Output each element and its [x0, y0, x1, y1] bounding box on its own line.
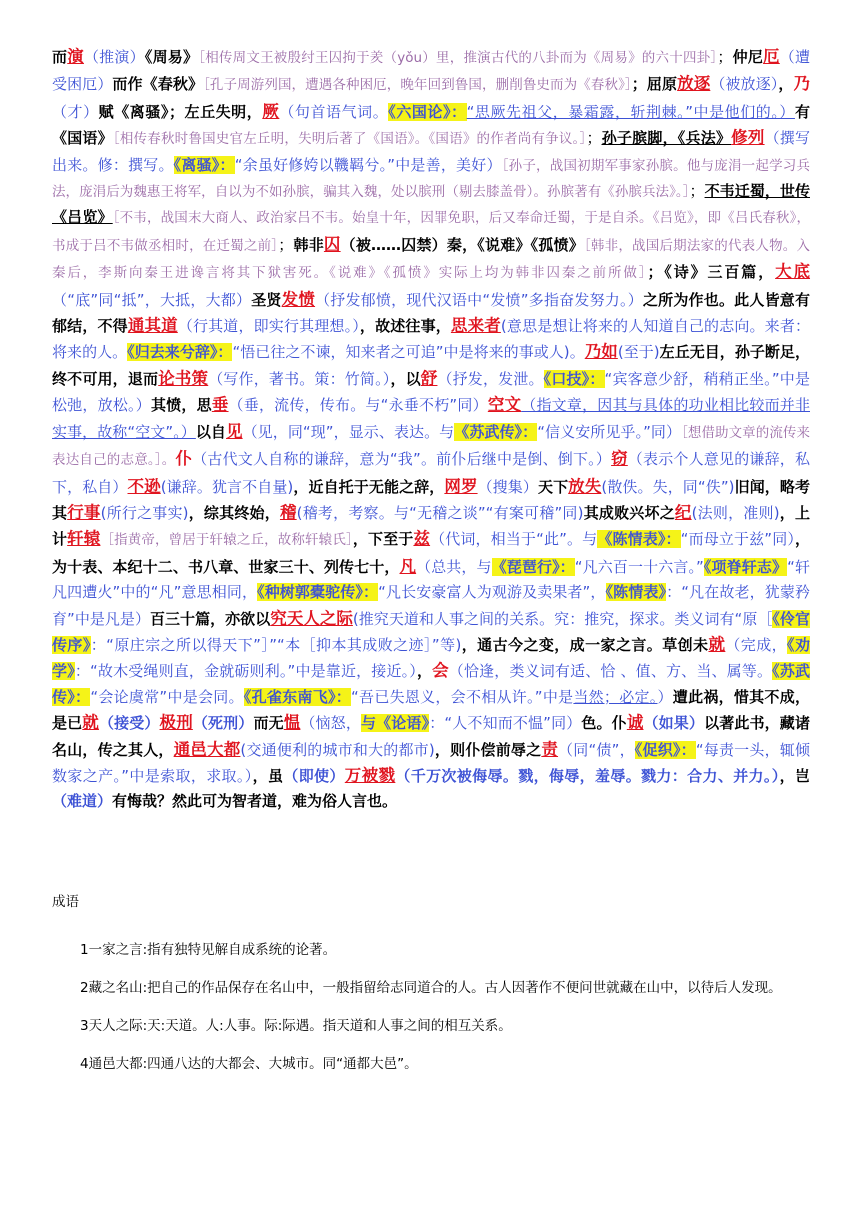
passage-text: 其成败兴坏之 — [583, 503, 675, 522]
annotated-term: 见 — [226, 421, 243, 441]
passage-text: 左丘无目，孙子断足，终不可用，退而 — [52, 343, 810, 388]
passage-text: ；屈原 — [631, 75, 678, 94]
cited-source: 《促织》： — [634, 740, 696, 759]
cited-source: 与《论语》 — [360, 714, 430, 733]
background-note: ［相传春秋时鲁国史官左丘明，失明后著了《国语》。《国语》的作者尚有争议。］ — [112, 131, 587, 148]
passage-text: 韩非 — [293, 235, 324, 254]
annotated-term: 行事 — [67, 502, 101, 522]
idiom-item: 4通邑大都:四通八达的大都会、大城市。同“通都大邑”。 — [80, 1056, 418, 1072]
annotated-term: 演 — [67, 47, 84, 66]
cited-source: 《口技》： — [543, 369, 605, 388]
gloss-note: （被放逐） — [710, 75, 779, 94]
background-note: ［不韦，战国末大商人、政治家吕不韦。始皇十年，因罪免职，后又奉命迁蜀，于是自杀。《吕览》，即《吕氏春秋》，书成于吕不韦做丞相时，在迁蜀之前］ — [52, 210, 810, 254]
gloss-note: （搜集） — [477, 477, 538, 496]
gloss-note: （撰写出来。修：撰写。 — [52, 129, 811, 174]
cited-source: 《离骚》： — [173, 155, 235, 174]
passage-text: ； — [689, 182, 705, 201]
gloss-note: “而母立于兹”同） — [680, 530, 795, 549]
annotated-term: 放失 — [568, 476, 602, 496]
passage-text: ；《诗》三百篇， — [647, 263, 776, 282]
passage-text: ； — [717, 48, 733, 66]
passage-text: ，故述往事， — [359, 317, 451, 336]
annotated-term: 责 — [541, 739, 559, 759]
annotated-term: 网罗 — [444, 476, 478, 496]
annotated-term: 乃如 — [584, 342, 618, 362]
annotated-term: 究天人之际 — [270, 608, 353, 628]
cited-source: 《种树郭橐驼传》： — [257, 583, 379, 602]
cited-source: 《苏武传》： — [52, 662, 810, 706]
gloss-note: ） — [657, 687, 673, 706]
passage-text: 色。仆 — [581, 714, 627, 733]
annotated-term: 稽 — [279, 502, 297, 522]
gloss-note: “思厥先祖父，暴霜露，斩荆棘。”中是他们的。） — [466, 102, 795, 121]
passage-text: 以著此书，藏诸名山，传之其人， — [52, 714, 810, 759]
passage-text: ，综其终始， — [188, 503, 280, 522]
annotated-term: 通其道 — [127, 316, 178, 336]
passage-text: ，以 — [390, 369, 421, 388]
passage-text: 孙子膑脚，《兵法》 — [601, 129, 732, 148]
gloss-note: “轩凡四遭火”中的“凡”意思相同， — [52, 557, 810, 602]
passage-text: ，上计 — [52, 503, 810, 549]
cited-source: 《陈情表》 — [605, 583, 667, 602]
annotated-passage — [52, 44, 810, 815]
gloss-note: （古代文人自称的谦辞，意为“我”。前仆后继中是倒、倒下。） — [192, 450, 612, 469]
gloss-note: （遭受困厄） — [52, 48, 810, 94]
cited-source: 《劝学》 — [52, 635, 810, 681]
gloss-note: （指文章，因其与具体的功业相比较而并非实事，故称“空文”。） — [52, 396, 810, 441]
gloss-note: (散佚。失，同“佚”) — [601, 477, 735, 496]
passage-text: （被……囚禁） — [340, 235, 447, 254]
gloss-note: （抒发，发泄。 — [437, 369, 544, 388]
passage-text: 有悔哉？然此可为智者道，难为俗人言也。 — [112, 792, 398, 811]
annotated-term: 就 — [708, 634, 726, 654]
annotated-term: 囚 — [323, 234, 341, 254]
annotated-term: 诚 — [626, 713, 644, 733]
gloss-note: (稽考，考察。与“无稽之谈”“有案可稽”同) — [296, 503, 584, 522]
idiom-item: 2藏之名山:把自己的作品保存在名山中，一般指留给志同道合的人。古人因著作不便问世就藏在山中，以待后人发现。 — [80, 980, 782, 996]
annotated-term: 凡 — [399, 556, 417, 576]
gloss-note: （推演） — [83, 48, 145, 66]
gloss-note: （完成， — [725, 635, 788, 654]
gloss-note: ：“故木受绳则直，金就砺则利。”中是靠近，接近。） — [74, 662, 417, 681]
idiom-section — [52, 890, 812, 1092]
gloss-note: “会论虞常”中是会同。 — [90, 687, 244, 706]
annotated-term: 仆 — [175, 449, 193, 469]
background-note: ［相传周文王被殷纣王囚拘于羑（yǒu）里，推演古代的八卦而为《周易》的六十四卦］ — [198, 50, 718, 66]
gloss-note: （总共，与 — [416, 557, 492, 576]
passage-text: 赋《离骚》； — [98, 102, 184, 121]
annotated-term: 轩辕 — [67, 529, 101, 549]
background-note: ［韩非，战国后期法家的代表人物。入秦后，李斯向秦王进谗言将其下狱害死。《说难》《孤愤》实际上均为韩非囚秦之前所做］ — [52, 237, 811, 282]
background-note: ［孙子，战国初期军事家孙膑。他与庞涓一起学习兵法，庞涓后为魏惠王将军，自以为不如孙膑，骗其入魏，处以膑刑（剔去膝盖骨）。孙膑著有《孙膑兵法》。］ — [52, 157, 810, 201]
annotated-term: 舒 — [420, 368, 438, 388]
idiom-heading: 成语 — [52, 894, 79, 910]
background-note: ［想借助文章的流传来表达自己的志意。］。 — [52, 424, 810, 469]
cited-source: 《伶官传序》 — [52, 609, 810, 654]
background-note: ［指黄帝，曾居于轩辕之丘，故称轩辕氏］ — [100, 532, 353, 549]
gloss-note: （写作，著书。策：竹简。） — [208, 369, 391, 388]
passage-text: 有《国语》 — [52, 102, 810, 148]
passage-text: 秦，《说难》《孤愤》 — [446, 235, 584, 254]
gloss-note: （同“债”， — [558, 740, 635, 759]
gloss-note: （才） — [52, 102, 99, 121]
passage-text: 百三十篇，亦欲以 — [149, 609, 271, 628]
passage-text: ，虽 — [252, 766, 284, 785]
passage-text: 以自 — [195, 422, 227, 441]
gloss-note: (意思是想让将来的人知道自己的志向。来者：将来的人。 — [52, 317, 810, 362]
gloss-note: （接受） — [98, 714, 160, 733]
gloss-note: “凡六百一十六言。” — [574, 557, 704, 576]
gloss-note: “悟已往之不谏，知来者之可追”中是将来的事或人)。 — [232, 343, 585, 362]
annotated-term: 窃 — [611, 449, 628, 469]
gloss-note: （千万次被侮辱。戮，侮辱，羞辱。戮力：合力、并力。） — [395, 766, 780, 785]
cited-source: 《归去来兮辞》： — [127, 343, 233, 362]
annotated-term: 不逊 — [127, 476, 161, 496]
passage-text: ， — [778, 75, 794, 94]
passage-text: ； — [278, 235, 294, 254]
gloss-note: （恰逢，类义词有适、恰 、值、方、当、属等。 — [448, 662, 773, 681]
gloss-note: （见，同“现”，显示、表达。与 — [242, 422, 455, 441]
gloss-note: ：“凡在故老，犹蒙矜育”中是凡是） — [52, 583, 810, 628]
cited-source: 《琵琶行》： — [491, 557, 575, 576]
annotated-term: 大底 — [775, 262, 811, 282]
annotated-term: 通邑大都 — [173, 739, 241, 759]
passage-text: 圣贤 — [251, 290, 282, 309]
gloss-note: “宾客意少舒，稍稍正坐。”中是松弛，放松。） — [52, 369, 810, 415]
passage-text: 《周易》 — [144, 48, 199, 66]
annotated-term: 空文 — [487, 395, 522, 415]
gloss-note: “每责一头，辄倾数家之产。”中是索取，求取。） — [52, 740, 810, 785]
cited-source: 《项脊轩志》 — [703, 557, 788, 576]
gloss-note: 当然；必定。 — [573, 687, 658, 706]
passage-text: 而无 — [253, 714, 284, 733]
passage-text: ， — [416, 662, 433, 681]
cited-source: 《六国论》： — [388, 102, 467, 121]
gloss-note: (推究天道和人事之间的关系。究：推究，探求。类义词有“原［ — [352, 609, 773, 628]
passage-text: 遭此祸，惜其不成，是已 — [52, 687, 810, 733]
gloss-note: （恼怒， — [300, 714, 361, 733]
passage-text: 天下 — [537, 477, 569, 496]
annotated-term: 乃 — [793, 74, 810, 94]
passage-text: 之所为作也。此人皆意有郁结，不得 — [52, 290, 810, 336]
gloss-note: ：“原庄宗之所以得天下”］”“本［抑本其成败之迹］”等) — [90, 635, 462, 654]
annotated-term: 就 — [82, 713, 99, 733]
gloss-note: （死刑） — [192, 714, 254, 733]
passage-text: ，则仆偿前辱之 — [434, 740, 542, 759]
passage-text: 旧闻，略考其 — [52, 477, 810, 522]
passage-text: 左丘失明， — [183, 102, 263, 121]
passage-text: ，岂 — [779, 766, 810, 785]
cited-source: 《孔雀东南飞》： — [243, 687, 352, 706]
passage-text: ； — [586, 129, 602, 148]
annotated-term: 发愤 — [281, 289, 316, 309]
gloss-note: （如果） — [643, 714, 705, 733]
passage-text: ，近自托于无能之辞， — [293, 477, 445, 496]
gloss-note: （句首语气词。 — [279, 102, 389, 121]
passage-text: ，通古今之变，成一家之言。草创未 — [461, 635, 709, 654]
gloss-note: (至于) — [617, 343, 660, 362]
passage-text: ，下至于 — [352, 530, 414, 549]
annotated-term: 论书策 — [158, 368, 209, 388]
gloss-note: (所行之事实) — [100, 503, 189, 522]
annotated-term: 思来者 — [450, 316, 501, 336]
gloss-note: （代词，相当于“此”。与 — [430, 530, 598, 549]
annotated-term: 纪 — [674, 502, 692, 522]
passage-text: 而作《春秋》 — [112, 75, 204, 94]
gloss-note: （表示个人意见的谦辞，私下，私自） — [52, 450, 811, 496]
annotated-term: 放逐 — [677, 74, 711, 94]
idiom-item: 3天人之际:天:天道。人:人事。际:际遇。指天道和人事之间的相互关系。 — [80, 1018, 512, 1034]
passage-text: 其愤，思 — [150, 396, 212, 415]
background-note: ［孔子周游列国，遭遇各种困厄，晚年回到鲁国，删削鲁史而为《春秋》］ — [203, 77, 632, 94]
gloss-note: (交通便利的城市和大的都市) — [240, 740, 435, 759]
gloss-note: （“底”同“抵”，大抵，大都） — [52, 290, 252, 309]
gloss-note: “信义安所见乎。”同） — [537, 422, 682, 441]
passage-text: 不韦迁蜀，世传《吕览》 — [52, 182, 810, 227]
annotated-term: 愠 — [283, 713, 301, 733]
gloss-note: （难道） — [52, 792, 113, 811]
annotated-term: 极刑 — [159, 713, 193, 733]
passage-text: ，为十表、本纪十二、书八章、世家三十、列传七十， — [52, 530, 810, 576]
passage-text: 仲尼 — [732, 48, 764, 66]
gloss-note: （行其道，即实行其理想。） — [177, 317, 360, 336]
passage-text: 而 — [52, 48, 68, 66]
gloss-note: (法则，准则) — [691, 503, 780, 522]
annotated-term: 修列 — [731, 128, 765, 148]
gloss-note: （垂，流传，传布。与“永垂不朽”同） — [228, 396, 488, 415]
gloss-note: (谦辞。犹言不自量) — [160, 477, 294, 496]
cited-source: 《苏武传》： — [454, 422, 538, 441]
gloss-note: （即使） — [283, 766, 345, 785]
gloss-note: “凡长安豪富人为观游及卖果者”， — [378, 583, 606, 602]
annotated-term: 厥 — [262, 101, 280, 121]
gloss-note: ：“人不知而不愠”同） — [429, 714, 582, 733]
annotated-term: 兹 — [413, 529, 431, 549]
annotated-term: 垂 — [211, 395, 229, 415]
annotated-term: 万被戮 — [344, 765, 396, 785]
gloss-note: “吾已失恩义，会不相从许。”中是 — [351, 687, 574, 706]
idiom-item: 1一家之言:指有独特见解自成系统的论著。 — [80, 942, 337, 958]
annotated-term: 会 — [432, 661, 449, 681]
cited-source: 《陈情表》： — [597, 530, 681, 549]
annotated-term: 厄 — [763, 47, 780, 66]
gloss-note: （抒发郁愤，现代汉语中“发愤”多指奋发努力。） — [315, 290, 643, 309]
gloss-note: “余虽好修姱以鞿羁兮。”中是善，美好） — [234, 155, 502, 174]
